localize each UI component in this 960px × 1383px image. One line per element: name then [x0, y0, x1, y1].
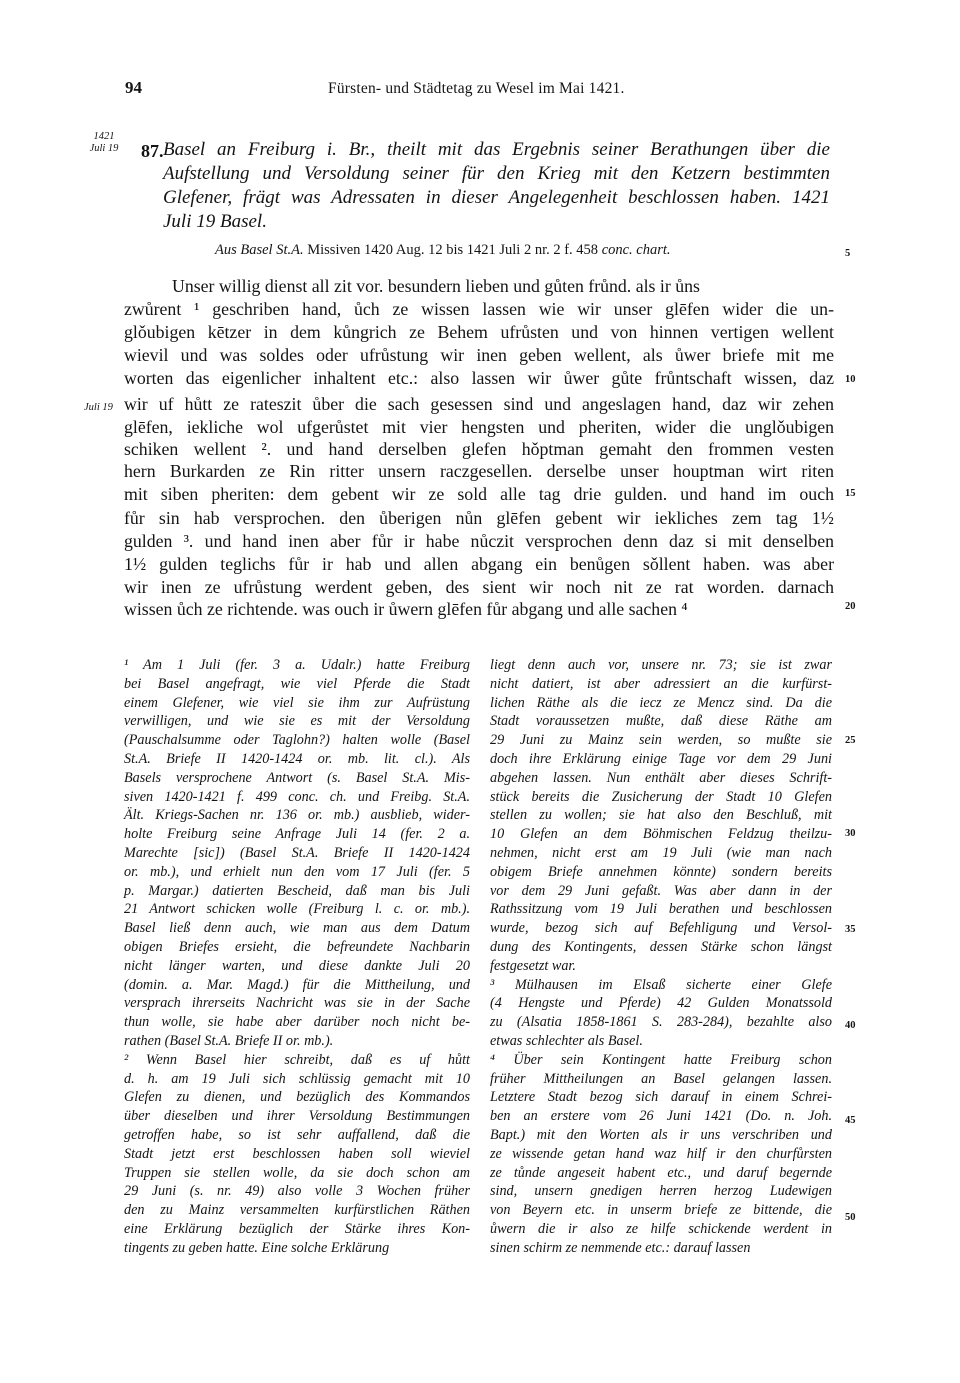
line-number: 25 — [845, 735, 856, 746]
footnote-line: St.A. Briefe II 1420-1424 or. mb. lit. cl.). Als — [124, 751, 470, 767]
footnote-line: 29 Juni zu Mainz sein werden, so mußte sie — [490, 732, 832, 749]
line-number: 10 — [845, 374, 856, 385]
footnote-line: stellen zu wollen; sie hat also den Beschluß, mit — [490, 807, 832, 824]
footnote-line: ůwern die ir also ze hilfe schickende werdent in — [490, 1221, 832, 1237]
footnote-line: doch ihre Erklärung einige Tage vor dem 29 Juni — [490, 751, 832, 767]
footnote-line: versprach ihrerseits Nachricht was sie in der Sache — [124, 995, 470, 1012]
footnote-line: nehmen, nicht erst am 19 Juli (wie man nach — [490, 845, 832, 861]
footnote-line: ¹ Am 1 Juli (fer. 3 a. Udalr.) hatte Freiburg — [124, 657, 470, 673]
running-title: Fürsten- und Städtetag zu Wesel im Mai 1421. — [328, 80, 625, 97]
text-line: 1½ gulden teglichs fůr ir hab und allen abgang ein benůgen sǒllent haben. was aber — [124, 554, 834, 574]
footnote-line: Ält. Kriegs-Sachen nr. 136 or. mb.) ausblieb, wider- — [124, 807, 470, 824]
footnote-line: früher Mittheilungen an Basel gelangen lassen. — [490, 1070, 832, 1087]
footnote-line: bei Basel angefragt, wie viel Pferde die Stadt — [124, 675, 470, 692]
line-number: 20 — [845, 601, 856, 612]
text-line: fůr sin hab versprochen. den ůberigen nůn glēfen gebent wir iekliches zem tag 1½ — [124, 508, 834, 528]
source-rest: Missiven 1420 Aug. 12 bis 1421 Juli 2 nr. 2 f. 458 — [303, 242, 602, 258]
line-number: 30 — [845, 828, 856, 839]
line-number: 40 — [845, 1020, 856, 1031]
footnote-line: 21 Antwort schicken wolle (Freiburg l. c. or. mb.). — [124, 901, 470, 918]
footnote-line: ze tůnde angeseit habent etc., und daruf begernde — [490, 1164, 832, 1181]
footnote-line: eine Erklärung bezüglich der Stärke ihres Kon- — [124, 1221, 470, 1237]
source-prefix: Aus Basel St.A. — [215, 242, 304, 258]
text-line: zwůrent ¹ geschriben hand, ůch ze wissen lassen wie wir unser glēfen wider die un- — [124, 299, 834, 319]
footnote-line: sind, unsern gnedigen herren herzog Ludewigen — [490, 1183, 832, 1200]
footnote-line: obigem Briefe annehmen könnte) sondern bereits — [490, 863, 832, 880]
footnote-line: ben an erstere vom 26 Juni 1421 (Do. n. Joh. — [490, 1108, 832, 1125]
footnote-line: nicht länger warten, und diese dankte Juli 20 — [124, 957, 470, 974]
footnote-line: obigen Briefes ersieht, die befreundete Nachbarin — [124, 939, 470, 955]
margin-date — [84, 131, 124, 155]
text-line: schiken wellent ². und hand derselben glefen hǒptman gemaht den frommen vesten — [124, 439, 834, 459]
regest-line: Glefener, frägt was Adressaten in dieser Angelegenheit beschlossen haben. 1421 — [163, 187, 830, 208]
footnote-line: d. h. am 19 Juli sich schlüssig gemacht mit 10 — [124, 1070, 470, 1087]
footnote-line: abgehen lassen. Nun enthält aber dieses Schrift- — [490, 769, 832, 786]
footnote-line: Basel ließ denn auch, wie man aus dem Datum — [124, 920, 470, 937]
footnote-line: Letztere Stadt bezog sich darauf in einem Schrei- — [490, 1089, 832, 1106]
footnote-line: vor dem 29 Juni gefaßt. Was aber dann in der — [490, 882, 832, 899]
line-number: 5 — [845, 248, 851, 259]
page-number: 94 — [125, 78, 142, 97]
text-line: hern Burkarden ze Rin ritter unsern raczgesellen. derselbe unser houptman wirt riten — [124, 461, 834, 481]
margin-date-year: 1421 — [93, 131, 115, 142]
footnote-line: zu (Alsatia 1858-1861 S. 283-284), bezahlte also — [490, 1014, 832, 1031]
text-line: worten das eigenlicher inhaltent etc.: also lassen wir ůwer gůte frůntschaft wissen, daz — [124, 368, 834, 388]
line-number: 50 — [845, 1212, 856, 1223]
footnote-line: (Pauschalsumme oder Taglohn?) halten wolle (Basel — [124, 732, 470, 749]
regest-line: Basel an Freiburg i. Br., theilt mit das Ergebnis seiner Berathungen über die — [163, 139, 830, 160]
footnote-line: thun wolle, sie habe aber darüber noch nicht be- — [124, 1014, 470, 1031]
footnote-line: ze wissende getan hand waz hilf ir den churfůrsten — [490, 1145, 832, 1162]
text-line: wir inen ze ufrůstung werdent geben, des sient wir noch nit ze rat worden. darnach — [124, 577, 834, 597]
footnote-line: Stadt jetzt erst beschlossen haben soll wieviel — [124, 1145, 470, 1162]
line-number: 45 — [845, 1115, 856, 1126]
line-number: 35 — [845, 924, 856, 935]
footnote-line: tingents zu geben hatte. Eine solche Erklärung — [124, 1239, 390, 1256]
footnote-line: von Beyern etc. in unserm briefe ze bittende, die — [490, 1202, 832, 1219]
footnote-line: ³ Mülhausen im Elsaß sicherte einer Glefe — [490, 976, 832, 993]
regest-line: Juli 19 Basel. — [163, 211, 267, 232]
footnote-line: getroffen habe, so ist sehr auffallend, daß die — [124, 1127, 470, 1143]
footnote-line: 10 Glefen an dem Böhmischen Feldzug theilzu- — [490, 826, 832, 843]
footnote-line: Basels versprochene Antwort (s. Basel St.A. Mis- — [124, 769, 470, 786]
footnote-line: festgesetzt war. — [490, 957, 576, 974]
text-line: Unser willig dienst all zit vor. besundern lieben und gůten frůnd. als ir ůns — [172, 276, 700, 296]
footnote-line: Truppen sie stellen wolle, da sie doch schon am — [124, 1164, 470, 1181]
footnote-line: ² Wenn Basel hier schreibt, daß es uf hůtt — [124, 1051, 470, 1068]
footnote-line: über dieselben und ihrer Versoldung Bestimmungen — [124, 1108, 470, 1125]
footnote-line: siven 1420-1421 f. 499 conc. ch. und Freibg. St.A. — [124, 788, 470, 805]
footnote-line: Glefen zu dienen, und bezüglich des Kommandos — [124, 1089, 470, 1106]
text-line: glēfen, iekliche wol ufgerůstet mit vier hengsten und pheriten, wider die unglǒubigen — [124, 417, 834, 437]
footnote-line: sinen schirm ze nemmende etc.: darauf lassen — [490, 1239, 751, 1256]
text-line: wievil und was soldes oder ufrůstung wir inen geben wellent, als ůwer briefe mit me — [124, 345, 834, 365]
footnote-line: lichen Räthe als die iecz ze Mencz sind. Da die — [490, 694, 832, 711]
footnote-line: p. Margar.) datierten Bescheid, daß man bis Juli — [124, 882, 470, 899]
source-suffix: conc. chart. — [601, 242, 671, 258]
regest-line: Aufstellung und Versoldung seiner für den Krieg mit den Ketzern bestimmten — [163, 163, 830, 184]
margin-date-inline: Juli 19 — [84, 402, 113, 413]
footnote-line: Stadt voraussetzen mußte, daß diese Räthe am — [490, 713, 832, 730]
margin-date-day: Juli 19 — [89, 143, 119, 154]
line-number: 15 — [845, 488, 856, 499]
footnote-line: wurde, bezog sich auf Befehligung und Versol- — [490, 920, 832, 937]
footnote-line: dung des Kontingents, dessen Stärke schon längst — [490, 939, 832, 955]
source-note — [215, 242, 671, 259]
text-line: glǒubigen kētzer in dem kůngrich ze Behem ufrůsten und von hinnen vertigen wellent — [124, 322, 834, 342]
footnote-line: stück bereits die Zusicherung der Stadt 10 Glefen — [490, 788, 832, 805]
text-line: wir uf hůtt ze rateszit ůber die sach gesessen sind und angeslagen hand, daz wir zehen — [124, 394, 834, 414]
footnote-line: ⁴ Über sein Kontingent hatte Freiburg schon — [490, 1051, 832, 1068]
footnote-line: 29 Juni (s. nr. 49) also volle 3 Wochen früher — [124, 1183, 470, 1200]
footnote-line: holte Freiburg seine Anfrage Juli 14 (fer. 2 a. — [124, 826, 470, 843]
footnote-line: den zu Mainz versammelten kurfürstlichen Räthen — [124, 1202, 470, 1219]
text-line: mit siben pheriten: dem gebent wir ze sold alle tag drie gulden. und hand im ouch — [124, 484, 834, 504]
text-line: wissen ůch ze richtende. was ouch ir ůwern glēfen fůr abgang und alle sachen ⁴ — [124, 599, 688, 619]
footnote-line: Marechte [sic]) (Basel St.A. Briefe II 1420-1424 — [124, 845, 470, 861]
footnote-line: einem Glefener, wie viel sie ihm zur Aufrüstung — [124, 694, 470, 711]
footnote-line: or. mb.), und erhielt nun den vom 17 Juli (fer. 5 — [124, 863, 470, 880]
text-line: gulden ³. und hand inen aber fůr ir habe nůczit versprochen denn daz si mit denselben — [124, 531, 834, 551]
footnote-line: rathen (Basel St.A. Briefe II or. mb.). — [124, 1033, 334, 1049]
footnote-line: (4 Hengste und Pferde) 42 Gulden Monatssold — [490, 995, 832, 1012]
footnote-line: etwas schlechter als Basel. — [490, 1033, 643, 1049]
footnote-line: Bapt.) mit den Worten als ir uns verschriben und — [490, 1127, 832, 1143]
footnote-line: verwilligen, und wie sie es mit der Versoldung — [124, 713, 470, 730]
footnote-line: Rathssitzung vom 19 Juli berathen und beschlossen — [490, 901, 832, 918]
document-number: 87. — [141, 141, 164, 161]
footnote-line: (domin. a. Mar. Magd.) für die Mittheilung, und — [124, 976, 470, 993]
footnote-line: liegt denn auch vor, unsere nr. 73; sie ist zwar — [490, 657, 832, 673]
footnote-line: nicht datiert, ist aber adressiert an die kurfürst- — [490, 675, 832, 692]
